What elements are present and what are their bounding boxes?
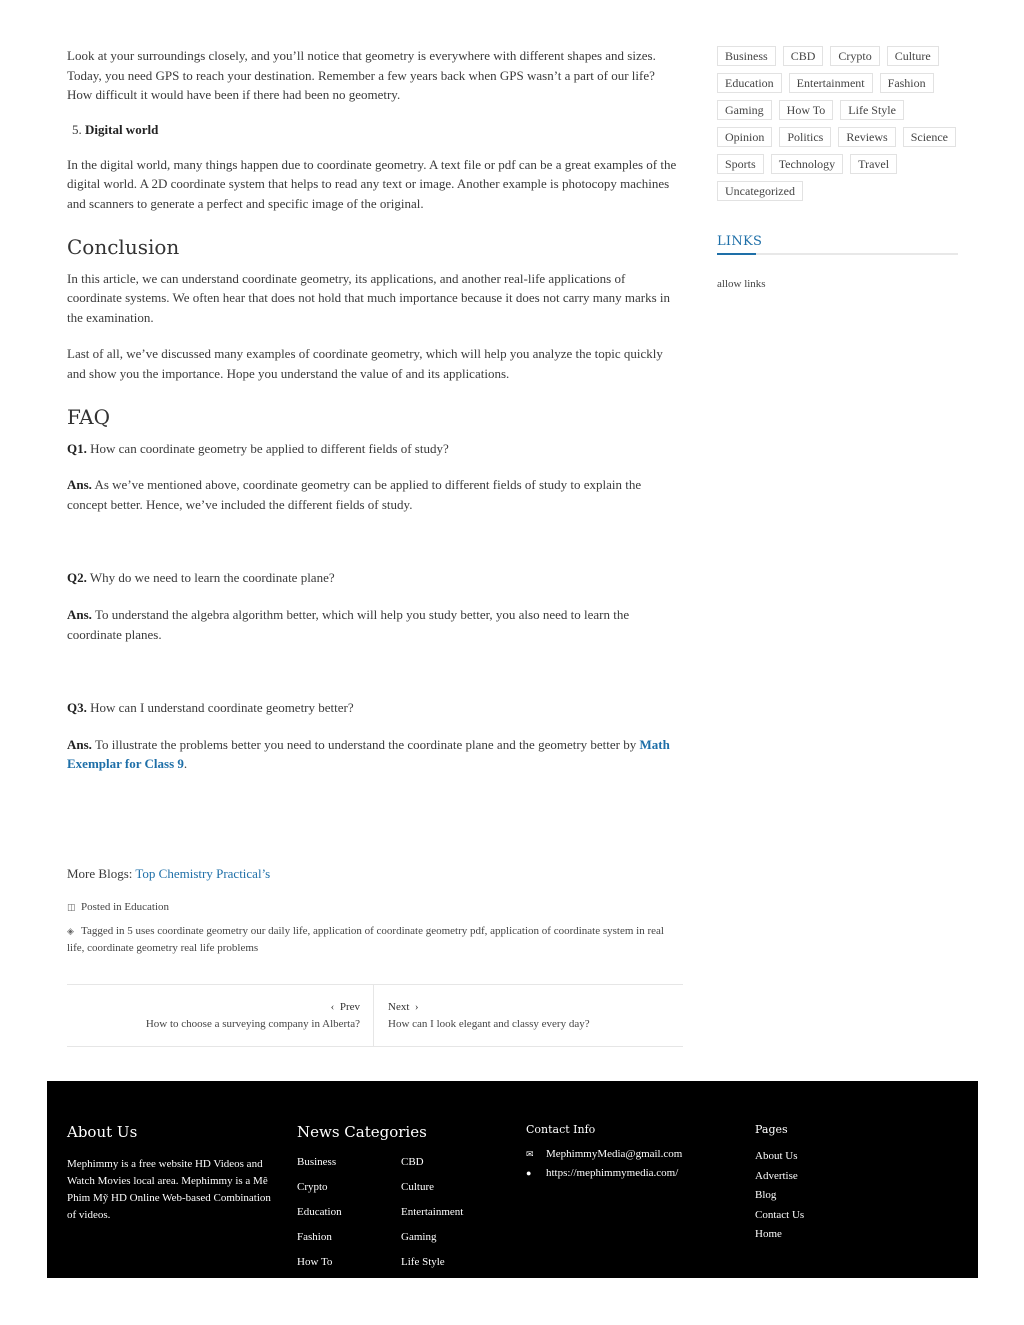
faq-answer-text: As we’ve mentioned above, coordinate geometry can be applied to different fields of study to explain the concept better. Hence, we’ve included the different fields of study. <box>67 477 642 512</box>
footer-cat-life-style[interactable]: Life Style <box>401 1256 445 1268</box>
faq-question <box>67 568 683 588</box>
article-content <box>67 46 683 957</box>
tag-how-to[interactable]: How To <box>779 100 834 120</box>
footer-pages-title: Pages <box>755 1123 788 1136</box>
faq-question-text: How can coordinate geometry be applied to different fields of study? <box>86 440 449 456</box>
tag-cloud <box>717 46 958 201</box>
footer-contact <box>526 1123 682 1183</box>
paragraph: Look at your surroundings closely, and you’ll notice that geometry is everywhere with different shapes and sizes. Today, you need GPS to reach your destination. Remember a few years back when GPS wasn’t a part of our life? How difficult it would have been if there had been no geometry. <box>67 48 656 103</box>
tag-opinion[interactable]: Opinion <box>717 127 772 147</box>
footer-cat-crypto[interactable]: Crypto <box>297 1181 328 1193</box>
posted-in-label: Posted in <box>81 901 125 914</box>
footer-page-about-us[interactable]: About Us <box>755 1150 798 1162</box>
faq-answer-label: Ans. <box>67 606 92 622</box>
contact-url[interactable]: ● https://mephimmymedia.com/ <box>526 1164 682 1183</box>
tag-icon: ◈ <box>67 926 74 937</box>
footer-page-advertise[interactable]: Advertise <box>755 1169 798 1182</box>
tag-technology[interactable]: Technology <box>771 154 843 174</box>
paragraph: Last of all, we’ve discussed many examples of coordinate geometry, which will help you analyze the topic quickly and show you the importance. Hope you understand the value of and its applications. <box>67 346 663 381</box>
footer-news-title: News Categories <box>297 1123 427 1141</box>
posted-in <box>67 899 683 916</box>
tag-cbd[interactable]: CBD <box>783 46 824 66</box>
category-link[interactable]: Education <box>124 901 170 914</box>
tag-education[interactable]: Education <box>717 73 782 93</box>
footer-cat-entertainment[interactable]: Entertainment <box>401 1206 464 1218</box>
next-post-title: How can I look elegant and classy every day? <box>388 1018 590 1030</box>
footer-cat-education[interactable]: Education <box>297 1206 342 1218</box>
site-footer <box>47 1081 978 1278</box>
more-blogs-label: More Blogs: <box>67 865 136 881</box>
paragraph: In this article, we can understand coordinate geometry, its applications, and another real-life applications of coordinate systems. We often hear that does not hold that much importance because it does not carry many marks in the examination. <box>67 270 671 325</box>
tagged-in <box>67 923 683 957</box>
tag-reviews[interactable]: Reviews <box>838 127 895 147</box>
faq-question-label: Q2. <box>67 570 87 586</box>
tag-crypto[interactable]: Crypto <box>830 46 879 66</box>
footer-page-contact-us[interactable]: Contact Us <box>755 1208 805 1221</box>
paragraph: In the digital world, many things happen due to coordinate geometry. A text file or pdf can be a great examples of the digital world. A 2D coordinate system that helps to read any text or image. Another example is photocopy machines and scanners to generate a perfect and specific image of the original. <box>67 156 677 211</box>
footer-cat-gaming[interactable]: Gaming <box>401 1231 437 1243</box>
footer-cat-business[interactable]: Business <box>297 1156 337 1168</box>
footer-about <box>67 1123 277 1224</box>
globe-icon: ● <box>526 1168 532 1178</box>
footer-about-text: Mephimmy is a free website HD Videos and Watch Movies local area. Mephimmy is a Mê Phim Mỹ HD Online Web-based Combination of videos. <box>67 1158 271 1221</box>
faq-answer <box>67 475 683 514</box>
faq-answer-text: To illustrate the problems better you need to understand the coordinate plane and the geometry better by <box>91 736 640 752</box>
footer-page-home[interactable]: Home <box>755 1228 782 1240</box>
faq-answer-label: Ans. <box>67 736 92 752</box>
tag-politics[interactable]: Politics <box>779 127 831 147</box>
list-number: 5. <box>72 121 82 137</box>
more-blogs <box>67 864 683 884</box>
faq-question <box>67 439 683 459</box>
footer-cat-culture[interactable]: Culture <box>401 1181 434 1193</box>
footer-news-categories <box>297 1123 505 1270</box>
prev-post-title: How to choose a surveying company in Alberta? <box>145 1018 360 1030</box>
faq-question-label: Q3. <box>67 700 87 716</box>
tag-fashion[interactable]: Fashion <box>880 73 934 93</box>
tag-uncategorized[interactable]: Uncategorized <box>717 181 803 201</box>
footer-pages <box>755 1123 804 1245</box>
folder-icon: ◫ <box>67 902 76 913</box>
footer-about-title: About Us <box>67 1123 138 1141</box>
footer-cat-how-to[interactable]: How To <box>297 1256 333 1268</box>
sidebar <box>717 46 958 290</box>
next-post-link[interactable] <box>388 1001 590 1030</box>
tag-business[interactable]: Business <box>717 46 776 66</box>
prev-label: Prev <box>339 1001 360 1013</box>
math-exemplar-link[interactable]: Math Exemplar for Class 9 <box>67 736 670 772</box>
faq-answer <box>67 735 683 774</box>
conclusion-heading: Conclusion <box>67 234 180 259</box>
prev-post-link[interactable] <box>146 1001 360 1030</box>
faq-question-text: Why do we need to learn the coordinate plane? <box>86 570 335 586</box>
tag-science[interactable]: Science <box>903 127 956 147</box>
contact-email[interactable]: ✉ MephimmyMedia@gmail.com <box>526 1145 682 1164</box>
list-item-title: Digital world <box>85 121 159 137</box>
widget-title-underline <box>717 253 958 255</box>
faq-question <box>67 698 683 718</box>
chevron-left-icon: ‹ <box>330 1001 335 1013</box>
tag-sports[interactable]: Sports <box>717 154 764 174</box>
tag-life-style[interactable]: Life Style <box>840 100 904 120</box>
tag-gaming[interactable]: Gaming <box>717 100 772 120</box>
faq-answer-end: . <box>183 756 188 772</box>
chevron-right-icon: › <box>414 1001 419 1013</box>
tag-travel[interactable]: Travel <box>850 154 897 174</box>
faq-question-label: Q1. <box>67 440 87 456</box>
divider <box>373 985 374 1047</box>
footer-cat-fashion[interactable]: Fashion <box>297 1231 332 1243</box>
links-widget-title: LINKS <box>717 234 763 249</box>
tagged-in-label: Tagged in <box>81 925 128 938</box>
next-label: Next <box>388 1001 410 1013</box>
faq-answer-label: Ans. <box>67 477 92 493</box>
faq-question-text: How can I understand coordinate geometry better? <box>86 700 354 716</box>
faq-heading: FAQ <box>67 404 110 429</box>
list-item <box>67 122 683 138</box>
post-navigation <box>67 984 683 1047</box>
more-blogs-link[interactable]: Top Chemistry Practical’s <box>135 865 271 881</box>
faq-answer-text: To understand the algebra algorithm better, which will help you study better, you also need to learn the coordinate planes. <box>67 606 630 642</box>
tag-links[interactable]: 5 uses coordinate geometry our daily life, application of coordinate geometry pdf, application of coordinate system in real life, coordinate geometry real life problems <box>67 925 664 955</box>
faq-answer <box>67 605 683 644</box>
allow-links-link[interactable]: allow links <box>717 278 766 290</box>
footer-contact-title: Contact Info <box>526 1123 596 1136</box>
tag-culture[interactable]: Culture <box>887 46 939 66</box>
tag-entertainment[interactable]: Entertainment <box>789 73 873 93</box>
footer-page-blog[interactable]: Blog <box>755 1189 777 1201</box>
envelope-icon: ✉ <box>526 1149 534 1159</box>
footer-cat-cbd[interactable]: CBD <box>401 1156 424 1168</box>
